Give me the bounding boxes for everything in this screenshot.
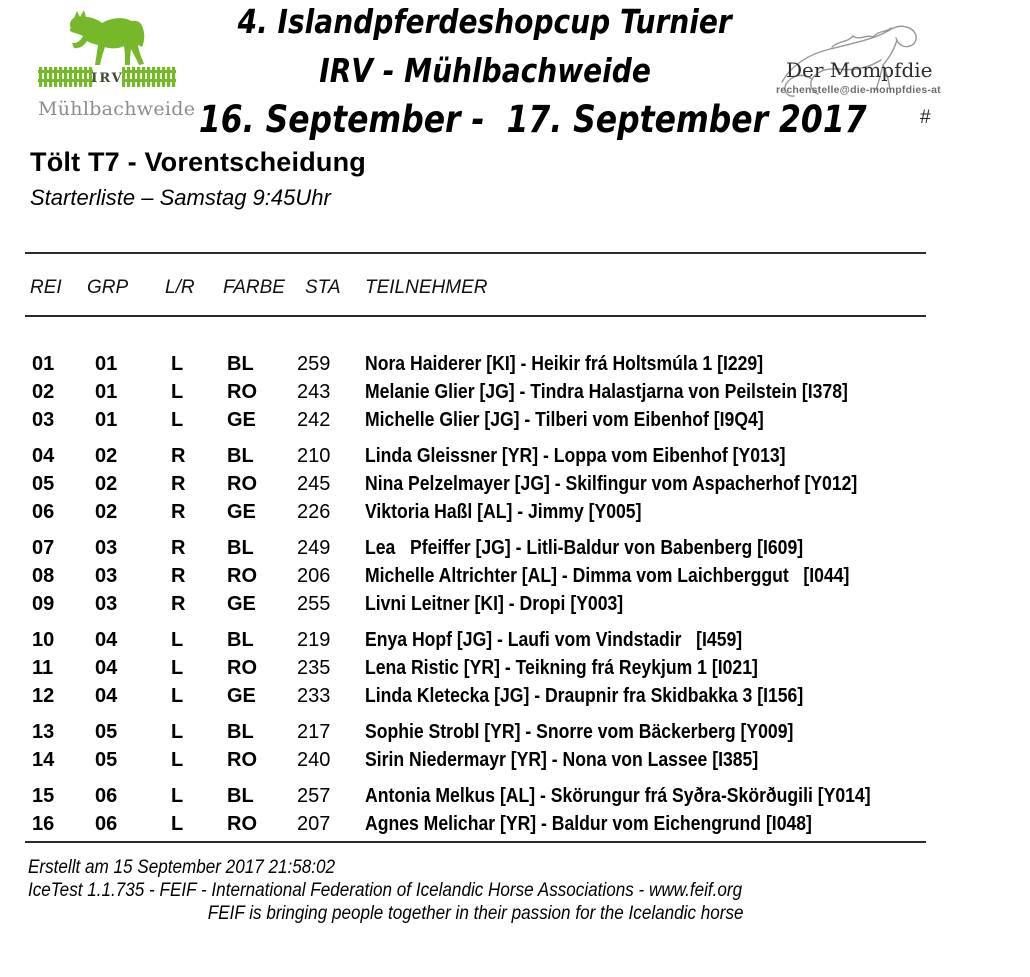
cell-teilnehmer: Viktoria Haßl [AL] - Jimmy [Y005] — [365, 500, 642, 523]
cell-sta: 219 — [297, 628, 331, 651]
cell-teilnehmer: Lena Ristic [YR] - Teikning frá Reykjum 1 [I021] — [365, 656, 758, 679]
cell-grp: 04 — [95, 656, 118, 679]
cell-farbe: BL — [227, 720, 254, 743]
cell-grp: 05 — [95, 748, 118, 771]
table-row — [30, 562, 926, 590]
cell-grp: 06 — [95, 784, 118, 807]
cell-teilnehmer: Enya Hopf [JG] - Laufi vom Vindstadir [I459] — [365, 628, 743, 651]
cell-sta: 249 — [297, 536, 331, 559]
cell-farbe: RO — [227, 748, 257, 771]
column-header-grp: GRP — [87, 277, 129, 298]
cell-rei: 14 — [32, 748, 55, 771]
cell-farbe: BL — [227, 628, 254, 651]
cell-farbe: RO — [227, 656, 257, 679]
column-header-rei: REI — [30, 277, 62, 298]
column-header-lr: L/R — [165, 277, 195, 298]
cell-farbe: BL — [227, 352, 254, 375]
cell-lr: L — [171, 720, 184, 743]
cell-grp: 03 — [95, 564, 118, 587]
page-mark: # — [920, 107, 931, 128]
cell-teilnehmer: Michelle Glier [JG] - Tilberi vom Eibenhof [I9Q4] — [365, 408, 764, 431]
cell-sta: 259 — [297, 352, 331, 375]
column-header-teilnehmer: TEILNEHMER — [365, 277, 488, 298]
table-row — [30, 782, 926, 810]
cell-sta: 255 — [297, 592, 331, 615]
cell-rei: 11 — [32, 656, 54, 679]
cell-rei: 15 — [32, 784, 55, 807]
cell-lr: R — [171, 564, 186, 587]
irv-logo-org-label: IRV — [91, 71, 124, 86]
cell-lr: R — [171, 536, 186, 559]
cell-lr: R — [171, 472, 186, 495]
cell-lr: L — [171, 748, 184, 771]
cell-sta: 207 — [297, 812, 331, 835]
cell-lr: L — [171, 408, 184, 431]
cell-teilnehmer: Sirin Niedermayr [YR] - Nona von Lassee [I385] — [365, 748, 759, 771]
cell-sta: 257 — [297, 784, 331, 807]
cell-grp: 03 — [95, 592, 118, 615]
cell-sta: 233 — [297, 684, 331, 707]
table-row — [30, 470, 926, 498]
cell-grp: 06 — [95, 812, 118, 835]
cell-rei: 16 — [32, 812, 55, 835]
footer-created-text: Erstellt am 15 September 2017 21:58:02 — [28, 857, 336, 878]
cell-farbe: RO — [227, 380, 257, 403]
cell-farbe: RO — [227, 812, 257, 835]
table-body — [30, 350, 926, 838]
table-row — [30, 682, 926, 710]
cell-rei: 03 — [32, 408, 55, 431]
cell-lr: L — [171, 812, 184, 835]
footer-rule — [25, 841, 926, 843]
cell-sta: 226 — [297, 500, 331, 523]
cell-farbe: GE — [227, 684, 256, 707]
table-row — [30, 378, 926, 406]
cell-teilnehmer: Linda Gleissner [YR] - Loppa vom Eibenhof [Y013] — [365, 444, 786, 467]
tournament-title-line3: 16. September - 17. September 2017 — [198, 98, 867, 141]
table-row — [30, 590, 926, 618]
cell-teilnehmer: Livni Leitner [KI] - Dropi [Y003] — [365, 592, 624, 615]
cell-grp: 01 — [95, 380, 118, 403]
column-header-farbe: FARBE — [223, 277, 285, 298]
cell-rei: 07 — [32, 536, 55, 559]
cell-teilnehmer: Michelle Altrichter [AL] - Dimma vom Laichberggut [I044] — [365, 564, 850, 587]
cell-grp: 03 — [95, 536, 118, 559]
footer-software — [28, 880, 821, 902]
cell-teilnehmer: Nora Haiderer [KI] - Heikir frá Holtsmúla 1 [I229] — [365, 352, 764, 375]
footer-software-text: IceTest 1.1.735 - FEIF - International Federation of Icelandic Horse Associations - www.feif.org — [28, 880, 743, 901]
cell-grp: 02 — [95, 444, 118, 467]
footer-slogan — [25, 903, 926, 925]
table-row — [30, 810, 926, 838]
cell-rei: 04 — [32, 444, 55, 467]
table-header-rule — [25, 315, 926, 317]
cell-sta: 240 — [297, 748, 331, 771]
mompfdie-logo-email: rechenstelle@die-mompfdies-at — [776, 84, 941, 96]
mompfdie-logo-name: Der Mompfdie — [786, 58, 933, 82]
cell-grp: 05 — [95, 720, 118, 743]
cell-farbe: BL — [227, 536, 254, 559]
table-row — [30, 654, 926, 682]
cell-sta: 217 — [297, 720, 331, 743]
cell-teilnehmer: Sophie Strobl [YR] - Snorre vom Bäckerberg [Y009] — [365, 720, 794, 743]
table-row — [30, 350, 926, 378]
cell-sta: 243 — [297, 380, 331, 403]
cell-sta: 235 — [297, 656, 331, 679]
table-header-row — [30, 277, 926, 299]
cell-lr: L — [171, 628, 184, 651]
footer-created — [28, 857, 369, 879]
irv-logo-name: Mühlbachweide — [38, 98, 196, 120]
cell-grp: 01 — [95, 352, 118, 375]
cell-farbe: BL — [227, 784, 254, 807]
cell-rei: 12 — [32, 684, 55, 707]
cell-lr: L — [171, 656, 184, 679]
cell-grp: 02 — [95, 500, 118, 523]
cell-teilnehmer: Agnes Melichar [YR] - Baldur vom Eichengrund [I048] — [365, 812, 812, 835]
tournament-title-line2: IRV - Mühlbachweide — [319, 51, 651, 90]
cell-teilnehmer: Nina Pelzelmayer [JG] - Skilfingur vom Aspacherhof [Y012] — [365, 472, 858, 495]
footer-slogan-text: FEIF is bringing people together in their passion for the Icelandic horse — [207, 903, 744, 924]
cell-rei: 13 — [32, 720, 55, 743]
table-row — [30, 498, 926, 526]
cell-sta: 206 — [297, 564, 331, 587]
table-row — [30, 534, 926, 562]
cell-grp: 01 — [95, 408, 118, 431]
cell-farbe: BL — [227, 444, 254, 467]
cell-lr: L — [171, 684, 184, 707]
table-top-rule — [25, 252, 926, 254]
table-row — [30, 718, 926, 746]
cell-grp: 04 — [95, 628, 118, 651]
cell-farbe: GE — [227, 592, 256, 615]
cell-rei: 01 — [32, 352, 55, 375]
cell-rei: 02 — [32, 380, 55, 403]
cell-farbe: RO — [227, 564, 257, 587]
discipline-title: Tölt T7 - Vorentscheidung — [30, 147, 367, 177]
cell-sta: 242 — [297, 408, 331, 431]
cell-grp: 04 — [95, 684, 118, 707]
cell-farbe: GE — [227, 500, 256, 523]
cell-sta: 245 — [297, 472, 331, 495]
cell-rei: 06 — [32, 500, 55, 523]
cell-teilnehmer: Lea Pfeiffer [JG] - Litli-Baldur von Babenberg [I609] — [365, 536, 804, 559]
cell-teilnehmer: Antonia Melkus [AL] - Skörungur frá Syðra-Skörðugili [Y014] — [365, 784, 871, 807]
mompfdie-logo — [770, 18, 941, 114]
cell-lr: R — [171, 444, 186, 467]
cell-rei: 10 — [32, 628, 55, 651]
cell-rei: 05 — [32, 472, 55, 495]
cell-lr: R — [171, 500, 186, 523]
column-header-sta: STA — [305, 277, 341, 298]
cell-farbe: RO — [227, 472, 257, 495]
cell-teilnehmer: Linda Kletecka [JG] - Draupnir fra Skidbakka 3 [I156] — [365, 684, 804, 707]
table-row — [30, 406, 926, 434]
cell-farbe: GE — [227, 408, 256, 431]
cell-rei: 09 — [32, 592, 55, 615]
table-row — [30, 626, 926, 654]
cell-rei: 08 — [32, 564, 55, 587]
cell-lr: L — [171, 784, 184, 807]
cell-lr: R — [171, 592, 186, 615]
table-row — [30, 442, 926, 470]
cell-lr: L — [171, 380, 184, 403]
cell-sta: 210 — [297, 444, 331, 467]
cell-teilnehmer: Melanie Glier [JG] - Tindra Halastjarna von Peilstein [I378] — [365, 380, 848, 403]
cell-lr: L — [171, 352, 184, 375]
cell-grp: 02 — [95, 472, 118, 495]
starter-list-subtitle: Starterliste – Samstag 9:45Uhr — [30, 185, 331, 210]
table-row — [30, 746, 926, 774]
tournament-title-line1: 4. Islandpferdeshopcup Turnier — [237, 2, 733, 41]
